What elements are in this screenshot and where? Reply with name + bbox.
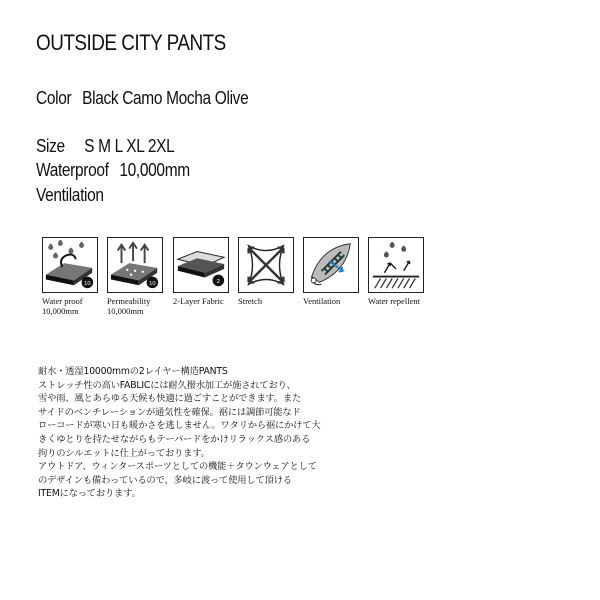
waterproof-value: 10,000mm [119, 160, 190, 180]
color-value: Black Camo Mocha Olive [82, 88, 249, 108]
description-line: ストレッチ性の高いFABLICには耐久撥水加工が施されており、 [38, 379, 296, 391]
two-layer-badge: 2 [216, 278, 220, 285]
feature-water-proof [42, 237, 102, 316]
description-line: 拘りのシルエットに仕上がっております。 [38, 447, 210, 459]
description-line: ITEMになっております。 [38, 488, 141, 500]
feature-two-layer-fabric [173, 237, 233, 306]
ventilation-label: Ventilation [303, 296, 341, 306]
color-label: Color [36, 88, 72, 108]
water-proof-label: Water proof 10,000mm [42, 296, 83, 316]
two-layer-fabric-icon [173, 237, 229, 293]
feature-water-repellent [368, 237, 428, 306]
product-description [38, 365, 568, 501]
waterproof-label: Waterproof [36, 160, 109, 180]
water-proof-badge: 10 [84, 280, 91, 287]
waterproof-spec [36, 160, 190, 181]
description-line: 耐水・透湿10000mmの2レイヤー構造PANTS [38, 366, 228, 377]
feature-icons [42, 237, 562, 327]
feature-ventilation [303, 237, 363, 306]
description-line: 雪や雨、風とあらゆる天候も快適に過ごすことができます。また [38, 393, 302, 405]
size-spec [36, 136, 174, 157]
product-title: OUTSIDE CITY PANTS [36, 30, 226, 55]
feature-permeability [107, 237, 167, 316]
description-line: のデザインも備わっているので、多岐に渡って使用して頂ける [38, 474, 292, 486]
color-spec [36, 88, 248, 109]
stretch-icon [238, 237, 294, 293]
permeability-label: Permeability 10,000mm [107, 296, 151, 316]
water-proof-icon [42, 237, 98, 293]
size-value: S M L XL 2XL [84, 136, 175, 156]
feature-stretch [238, 237, 298, 306]
permeability-icon [107, 237, 163, 293]
permeability-badge: 10 [149, 280, 156, 287]
two-layer-fabric-label: 2-Layer Fabric [173, 296, 224, 306]
ventilation-icon [303, 237, 359, 293]
ventilation-spec: Ventilation [36, 185, 104, 205]
description-line: きくゆとりを持たせながらもテーパードをかけリラックス感のある [38, 433, 311, 445]
description-line: ローコードが寒い日も暖かさを逃しません。ワタリから裾にかけて大 [38, 420, 321, 432]
water-repellent-icon [368, 237, 424, 293]
size-label: Size [36, 136, 65, 156]
description-line: アウトドア、ウィンタースポーツとしての機能＋タウンウェアとして [38, 461, 317, 473]
description-line: サイドのベンチレーションが通気性を確保。裾には調節可能なド [38, 406, 301, 418]
water-repellent-label: Water repellent [368, 296, 420, 306]
stretch-label: Stretch [238, 296, 263, 306]
